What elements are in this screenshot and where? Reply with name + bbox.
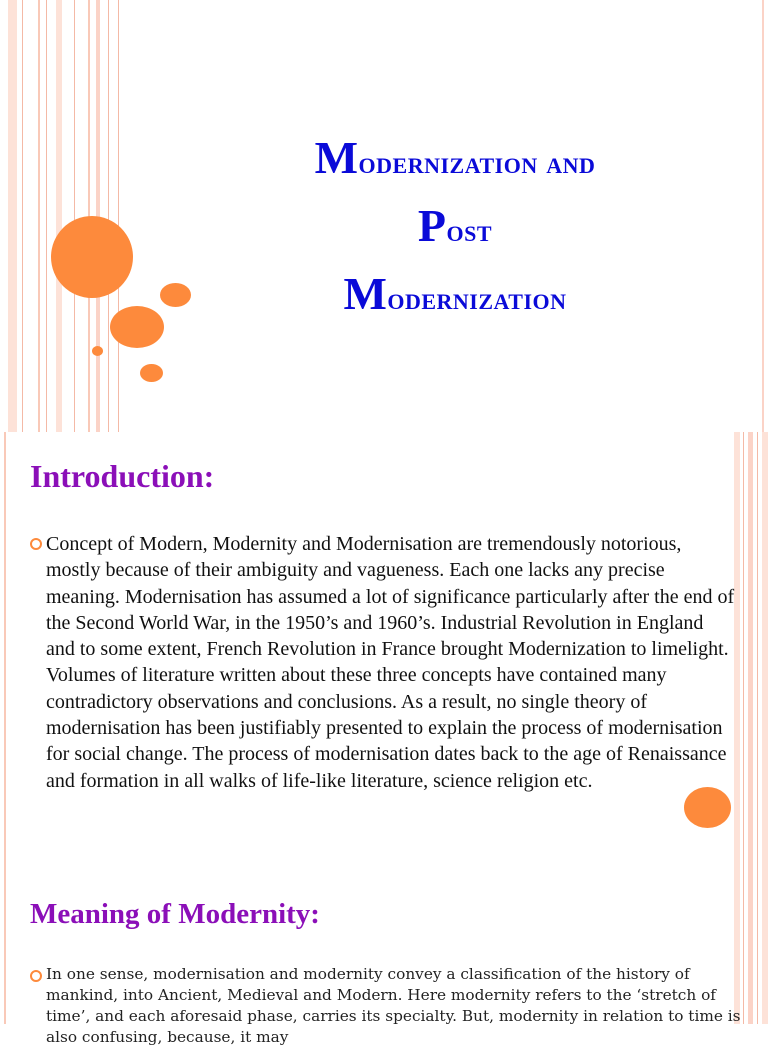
introduction-paragraph: Concept of Modern, Modernity and Modernisation are tremendously notorious, mostly because of their ambiguity and vagueness. Each one lacks any precise meaning. Modernisation has assumed a lot of significance particularly after the end of the Second World War, in the 1950’s and 1960’s. Industrial Revolution in England and to some extent, French Revolution in France brought Modernization to limelight. Volumes of literature written about these three concepts have contained many contradictory observations and conclusions. As a result, no single theory of modernisation has been justifiably presented to explain the process of modernisation for social change. The process of modernisation dates back to the age of Renaissance and formation in all walks of life-like literature, science religion etc. (46, 533, 735, 792)
stripe (38, 0, 40, 432)
bullet-icon (30, 970, 42, 982)
stripe (762, 432, 768, 1024)
title-line: Post (417, 200, 493, 251)
title-line: Modernization (343, 268, 567, 319)
introduction-heading: Introduction: (30, 458, 215, 494)
content-slide (0, 432, 768, 1046)
stripe (22, 0, 23, 432)
stripe (743, 432, 744, 1024)
stripe (56, 0, 62, 432)
stripe (748, 432, 753, 1024)
stripe (4, 432, 6, 1024)
decorative-circle (160, 283, 191, 307)
bullet-icon (30, 538, 42, 550)
stripe (118, 0, 119, 432)
stripe (108, 0, 109, 432)
decorative-circle (92, 346, 103, 356)
title-slide (0, 0, 768, 432)
stripe (762, 0, 764, 432)
decorative-circle (684, 787, 731, 828)
decorative-circle (110, 306, 164, 348)
meaning-paragraph: In one sense, modernisation and modernity convey a classification of the history of mankind, into Ancient, Medieval and Modern. Here modernity refers to the ‘stretch of time’, and each aforesaid phase, carries its specialty. But, modernity in relation to time is also confusing, because, it may (46, 965, 741, 1046)
decorative-circle (140, 364, 163, 382)
meaning-heading: Meaning of Modernity: (30, 898, 320, 930)
stripe (74, 0, 75, 432)
stripe (757, 432, 758, 1024)
stripe (8, 0, 17, 432)
decorative-circle (51, 216, 133, 298)
title-line: Modernization and (314, 132, 596, 183)
slide-title (190, 126, 720, 330)
stripe (46, 0, 47, 432)
